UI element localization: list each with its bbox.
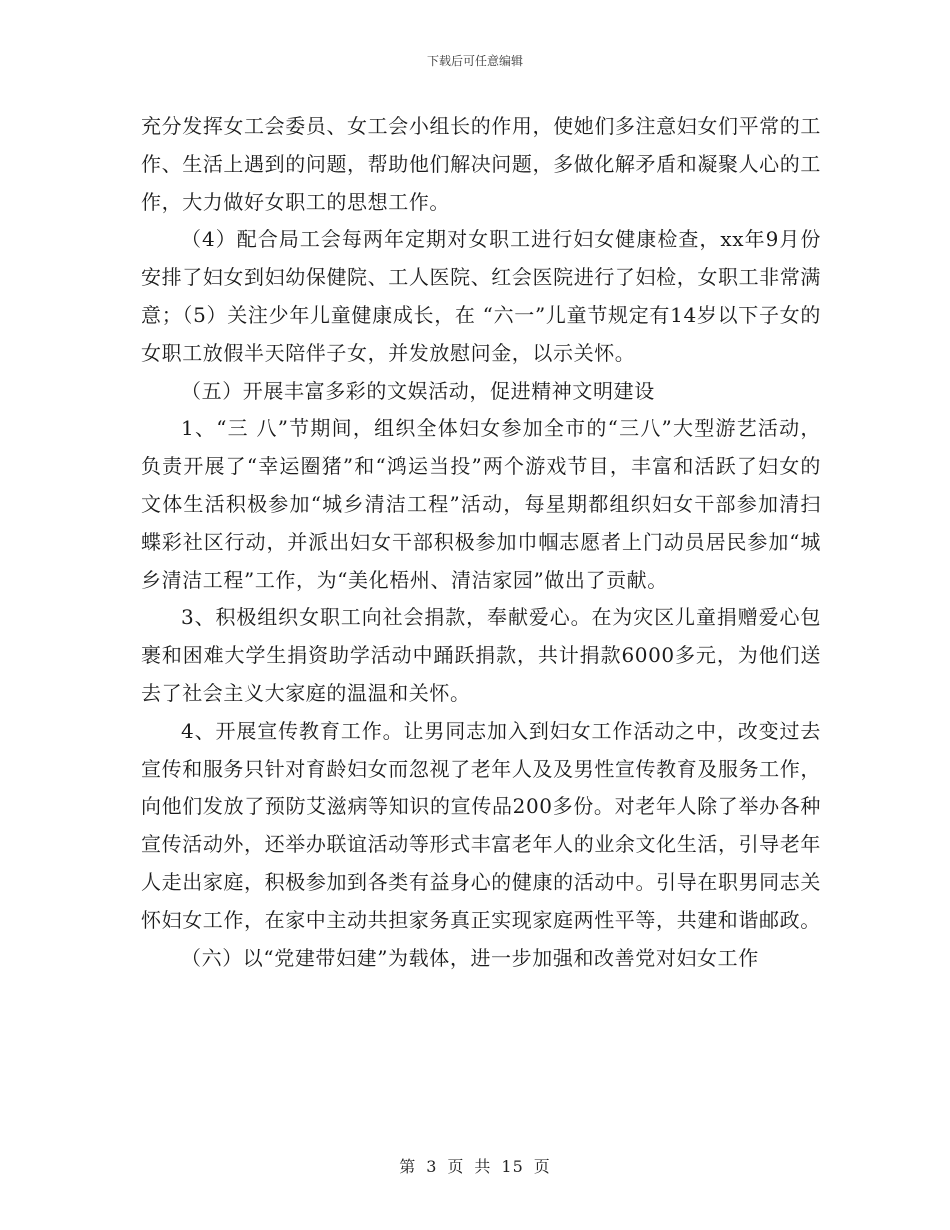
paragraph-womens-day: 1、“三 八”节期间，组织全体妇女参加全市的“三八”大型游艺活动，负责开展了“幸运圈猪”和“鸿运当投”两个游戏节目，丰富和活跃了妇女的文体生活积极参加“城乡清洁工程”活动，每星期都组织妇女干部参加清扫蝶彩社区行动，并派出妇女干部积极参加巾帼志愿者上门动员居民参加“城乡清洁工程”工作，为“美化梧州、清洁家园”做出了贡献。 — [141, 416, 821, 592]
footer-word-ye: 页 — [447, 1157, 465, 1176]
section-heading-five: （五）开展丰富多彩的文娱活动，促进精神文明建设 — [181, 378, 655, 403]
paragraph-donations: 3、积极组织女职工向社会捐款，奉献爱心。在为灾区儿童捐赠爱心包裹和困难大学生捐资助学活动中踊跃捐款，共计捐款6000多元，为他们送去了社会主义大家庭的温温和关怀。 — [141, 605, 821, 705]
footer-word-di: 第 — [399, 1157, 417, 1176]
footer-word-ye-end: 页 — [533, 1157, 551, 1176]
footer-total-pages: 15 — [501, 1157, 524, 1176]
paragraph-publicity: 4、开展宣传教育工作。让男同志加入到妇女工作活动之中，改变过去宣传和服务只针对育龄妇女而忽视了老年人及及男性宣传教育及服务工作，向他们发放了预防艾滋病等知识的宣传品200多份。对老年人除了举办各种宣传活动外，还举办联谊活动等形式丰富老年人的业余文化生活，引导老年人走出家庭，积极参加到各类有益身心的健康的活动中。引导在职男同志关怀妇女工作，在家中主动共担家务真正实现家庭两性平等，共建和谐邮政。 — [141, 718, 821, 932]
footer-current-page: 3 — [426, 1157, 438, 1176]
footer-word-gong: 共 — [474, 1157, 492, 1176]
page-footer — [0, 1154, 950, 1177]
document-body — [141, 108, 821, 977]
paragraph-continuation: 充分发挥女工会委员、女工会小组长的作用，使她们多注意妇女们平常的工作、生活上遇到的问题，帮助他们解决问题，多做化解矛盾和凝聚人心的工作，大力做好女职工的思想工作。 — [141, 114, 821, 214]
section-heading-six: （六）以“党建带妇建”为载体，进一步加强和改善党对妇女工作 — [181, 945, 759, 970]
page-header-note: 下载后可任意编辑 — [426, 54, 523, 68]
paragraph-health-check: （4）配合局工会每两年定期对女职工进行妇女健康检查，xx年9月份安排了妇女到妇幼保健院、工人医院、红会医院进行了妇检，女职工非常满意；（5）关注少年儿童健康成长，在 “六一”儿童节规定有14岁以下子女的女职工放假半天陪伴子女，并发放慰问金，以示关怀。 — [141, 227, 821, 365]
